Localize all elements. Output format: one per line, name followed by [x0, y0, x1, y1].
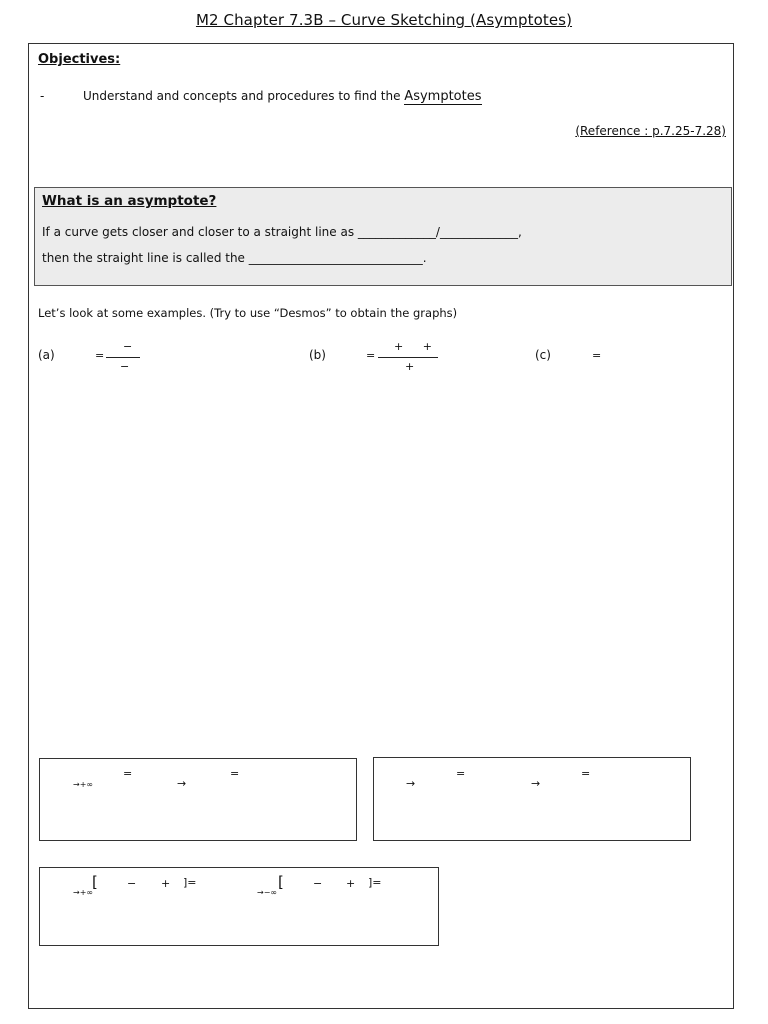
- page-title: M2 Chapter 7.3B – Curve Sketching (Asymptotes): [195, 11, 573, 29]
- limit-box-2-arrow-1: →: [406, 777, 416, 790]
- limit-box-2: [373, 757, 691, 841]
- examples-intro: Let’s look at some examples. (Try to use “Desmos” to obtain the graphs): [38, 306, 458, 320]
- example-c-equals: =: [592, 349, 602, 362]
- example-b-fraction-bar: [378, 357, 438, 358]
- limit-box-1-arrow: →: [177, 777, 187, 790]
- limit-box-3-sub-minus-infinity: →−∞: [257, 888, 278, 897]
- limit-box-3-sub-plus-infinity: →+∞: [73, 888, 94, 897]
- example-a-label: (a): [38, 348, 55, 362]
- limit-box-2-equals-1: =: [456, 767, 466, 780]
- limit-box-2-arrow-2: →: [531, 777, 541, 790]
- example-a-fraction-bar: [106, 357, 140, 358]
- limit-box-3-plus-2: +: [346, 877, 356, 890]
- definition-line-2: then the straight line is called the _____________________________.: [42, 251, 427, 265]
- limit-box-3-close-1: ]=: [183, 876, 197, 889]
- limit-box-3-open-bracket-1: [: [92, 873, 98, 891]
- limit-box-1: [39, 758, 357, 841]
- limit-box-1-arrow-plus-infinity: →+∞: [73, 780, 94, 789]
- definition-heading: What is an asymptote?: [42, 193, 217, 209]
- definition-line-1: If a curve gets closer and closer to a straight line as _____________/_____________,: [42, 225, 522, 239]
- objectives-bullet: -: [40, 89, 45, 103]
- limit-box-3-close-2: ]=: [368, 876, 382, 889]
- objectives-text: [83, 89, 482, 104]
- example-a-equals: =: [95, 349, 105, 362]
- objectives-heading: Objectives:: [38, 52, 121, 67]
- example-b-numerator: + +: [394, 340, 432, 353]
- limit-box-1-equals-1: =: [123, 767, 133, 780]
- example-c-label: (c): [535, 348, 551, 362]
- limit-box-3-open-bracket-2: [: [278, 873, 284, 891]
- limit-box-2-equals-2: =: [581, 767, 591, 780]
- example-a-denominator: −: [120, 360, 130, 373]
- example-b-label: (b): [309, 348, 326, 362]
- example-a-numerator: −: [123, 340, 133, 353]
- objectives-sentence: Understand and concepts and procedures to find the: [83, 89, 401, 103]
- limit-box-3-minus-2: −: [313, 877, 323, 890]
- limit-box-3-plus-1: +: [161, 877, 171, 890]
- example-b-denominator: +: [405, 360, 415, 373]
- limit-box-1-equals-2: =: [230, 767, 240, 780]
- reference-note: (Reference : p.7.25-7.28): [575, 124, 726, 138]
- objectives-keyword: Asymptotes: [404, 89, 482, 104]
- limit-box-3-minus-1: −: [127, 877, 137, 890]
- example-b-equals: =: [366, 349, 376, 362]
